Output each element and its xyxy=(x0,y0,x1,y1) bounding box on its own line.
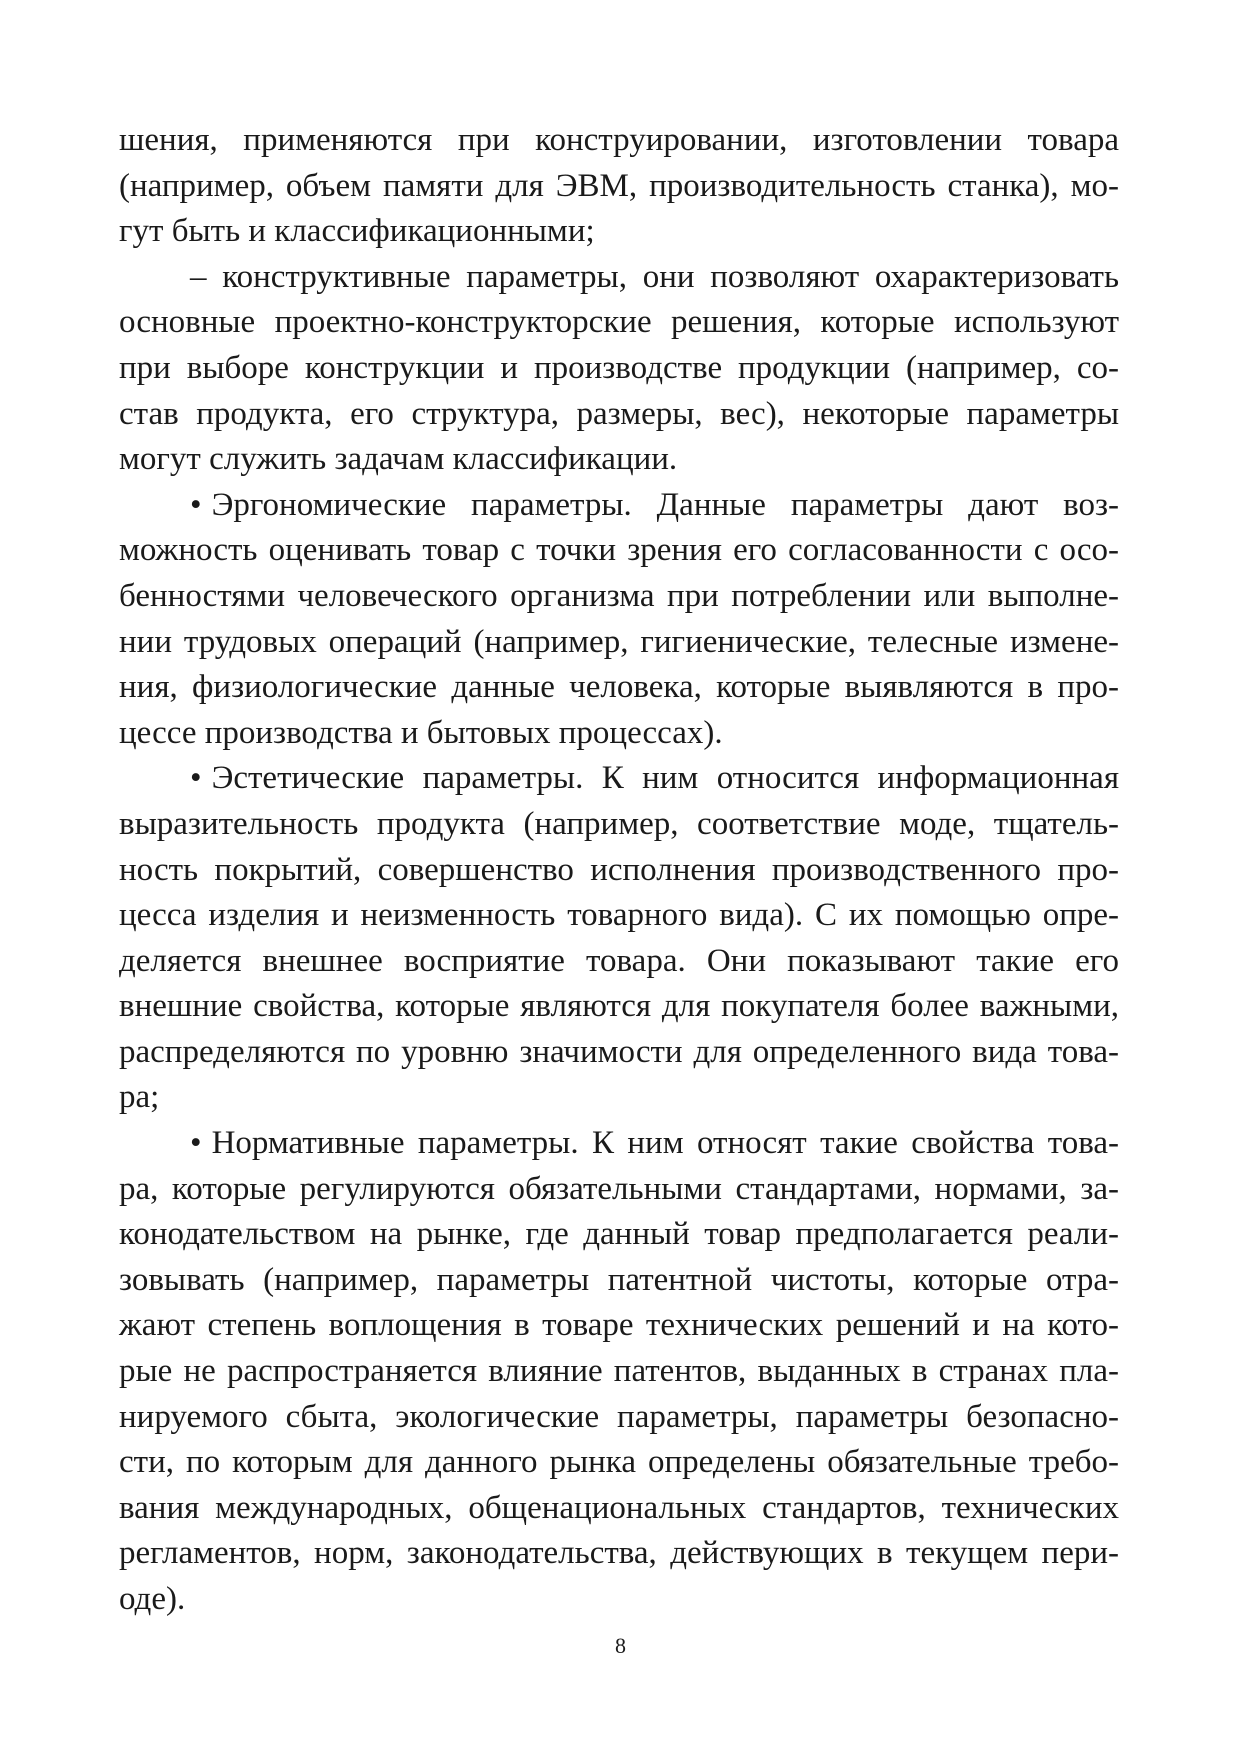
text-line: шения, применяются при конструировании, изготовлении товара xyxy=(119,122,1119,158)
text-line: (например, объем памяти для ЭВМ, производительность станка), мо- xyxy=(119,167,1119,204)
paragraph-continuation xyxy=(119,118,1119,255)
text-line-content: Нормативные параметры. К ним относят такие свойства това- xyxy=(211,1125,1119,1162)
text-line: – конструктивные параметры, они позволяют охарактеризовать xyxy=(190,258,1119,295)
text-line: могут служить задачам классификации. xyxy=(119,441,678,478)
bullet-icon: • xyxy=(190,760,202,797)
bullet-icon: • xyxy=(190,486,202,523)
text-line: ра; xyxy=(119,1079,160,1116)
text-line: нируемого сбыта, экологические параметры, параметры безопасно- xyxy=(119,1398,1119,1435)
text-line: жают степень воплощения в товаре технических решений и на кото- xyxy=(119,1307,1119,1344)
text-line: рые не распространяется влияние патентов, выданных в странах пла- xyxy=(119,1353,1119,1390)
text-line: деляется внешнее восприятие товара. Они показывают такие его xyxy=(119,942,1119,979)
text-line xyxy=(119,483,1119,529)
text-line: ния, физиологические данные человека, которые выявляются в про- xyxy=(119,669,1119,706)
text-line: можность оценивать товар с точки зрения его согласованности с осо- xyxy=(119,532,1119,569)
text-line: гут быть и классификационными; xyxy=(119,213,595,250)
text-line-content: Эстетические параметры. К ним относится информационная xyxy=(211,760,1119,797)
text-line: нии трудовых операций (например, гигиенические, телесные измене- xyxy=(119,623,1119,660)
text-line: конодательством на рынке, где данный товар предполагается реали- xyxy=(119,1216,1119,1253)
paragraph-constructive-parameters xyxy=(119,255,1119,483)
text-line-content: Эргономические параметры. Данные параметры дают воз- xyxy=(211,486,1119,523)
text-line: внешние свойства, которые являются для покупателя более важными, xyxy=(119,988,1119,1025)
text-line: оде). xyxy=(119,1581,186,1617)
text-line: цессе производства и бытовых процессах). xyxy=(119,714,723,751)
text-line: цесса изделия и неизменность товарного вида). С их помощью опре- xyxy=(119,897,1119,934)
paragraph-aesthetic-parameters xyxy=(119,756,1119,1121)
text-line: регламентов, норм, законодательства, действующих в текущем пери- xyxy=(119,1535,1119,1572)
text-line: став продукта, его структура, размеры, вес), некоторые параметры xyxy=(119,395,1119,432)
text-line: основные проектно-конструкторские решения, которые используют xyxy=(119,304,1119,341)
page-body xyxy=(119,118,1119,1623)
paragraph-normative-parameters xyxy=(119,1121,1119,1623)
text-line xyxy=(119,1121,1119,1167)
text-line: зовывать (например, параметры патентной чистоты, которые отра- xyxy=(119,1261,1119,1298)
paragraph-ergonomic-parameters xyxy=(119,483,1119,757)
text-line xyxy=(119,756,1119,802)
text-line: выразительность продукта (например, соответствие моде, тщатель- xyxy=(119,805,1119,842)
bullet-icon: • xyxy=(190,1125,202,1162)
text-line: сти, по которым для данного рынка определены обязательные требо- xyxy=(119,1444,1119,1481)
text-line: при выборе конструкции и производстве продукции (например, со- xyxy=(119,349,1119,386)
text-line: ность покрытий, совершенство исполнения производственного про- xyxy=(119,851,1119,888)
text-line: вания международных, общенациональных стандартов, технических xyxy=(119,1489,1119,1526)
text-line: распределяются по уровню значимости для определенного вида това- xyxy=(119,1033,1119,1070)
text-line: бенностями человеческого организма при потреблении или выполне- xyxy=(119,577,1119,614)
page-number: 8 xyxy=(615,1633,626,1658)
text-line: ра, которые регулируются обязательными стандартами, нормами, за- xyxy=(119,1170,1119,1207)
